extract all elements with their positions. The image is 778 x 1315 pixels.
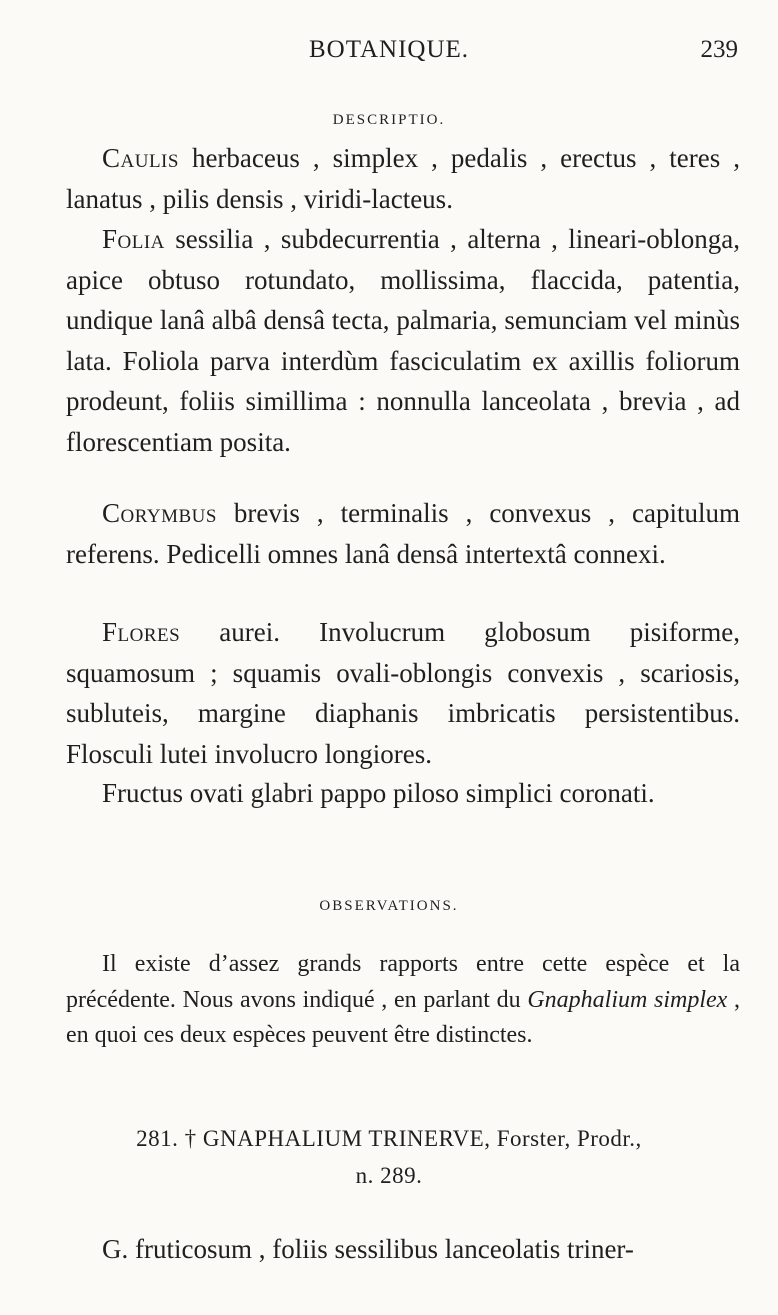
page-number: 239 <box>700 36 738 63</box>
fructus-text: Fructus ovati glabri pappo piloso simplici coronati. <box>102 778 655 808</box>
corymbus-text: brevis , terminalis , convexus , capitulum referens. Pedicelli omnes lanâ densâ intertextâ connexi. <box>66 498 740 569</box>
running-head <box>0 36 778 76</box>
lead-word-flores: Flores <box>102 617 181 647</box>
lead-word-caulis: Caulis <box>102 143 179 173</box>
species-name-italic: Gnaphalium simplex <box>527 986 728 1013</box>
entry-heading-line-2: n. 289. <box>355 1163 423 1188</box>
diagnosis-text: G. fruticosum , foliis sessilibus lanceolatis triner- <box>102 1234 634 1264</box>
observations-text-before: Il existe d’assez grands rapports entre cette espèce et la précédente. Nous avons indiqué , en parlant du <box>66 951 740 1013</box>
observations-heading: OBSERVATIONS. <box>319 898 459 914</box>
paragraph-fructus <box>66 773 740 814</box>
running-title: BOTANIQUE. <box>308 36 470 63</box>
paragraph-corymbus <box>66 493 740 574</box>
flores-text: aurei. Involucrum globosum pisiforme, squamosum ; squamis ovali-oblongis convexis , scariosis, subluteis, margine diaphanis imbricatis persistentibus. Flosculi lutei involucro longiores. <box>66 617 740 769</box>
paragraph-diagnosis <box>66 1229 740 1270</box>
lead-word-corymbus: Corymbus <box>102 498 217 528</box>
paragraph-flores <box>66 612 740 774</box>
paragraph-observations <box>66 947 740 1054</box>
description-heading: DESCRIPTIO. <box>332 112 446 128</box>
paragraph-caulis <box>66 138 740 219</box>
caulis-text: herbaceus , simplex , pedalis , erectus , teres , lanatus , pilis densis , viridi-lacteus. <box>66 143 740 214</box>
entry-heading-line-1: 281. † GNAPHALIUM TRINERVE, Forster, Prodr., <box>136 1126 642 1151</box>
observations-text-after: , en quoi ces deux espèces peuvent être distinctes. <box>66 986 741 1048</box>
lead-word-folia: Folia <box>102 224 165 254</box>
paragraph-folia <box>66 219 740 462</box>
folia-text: sessilia , subdecurrentia , alterna , lineari-oblonga, apice obtuso rotundato, mollissima, flaccida, patentia, undique lanâ albâ densâ tecta, palmaria, semunciam vel minùs lata. Foliola parva interdùm fasciculatim ex axillis foliorum prodeunt, foliis simillima : nonnulla lanceolata , brevia , ad florescentiam posita. <box>66 224 740 457</box>
